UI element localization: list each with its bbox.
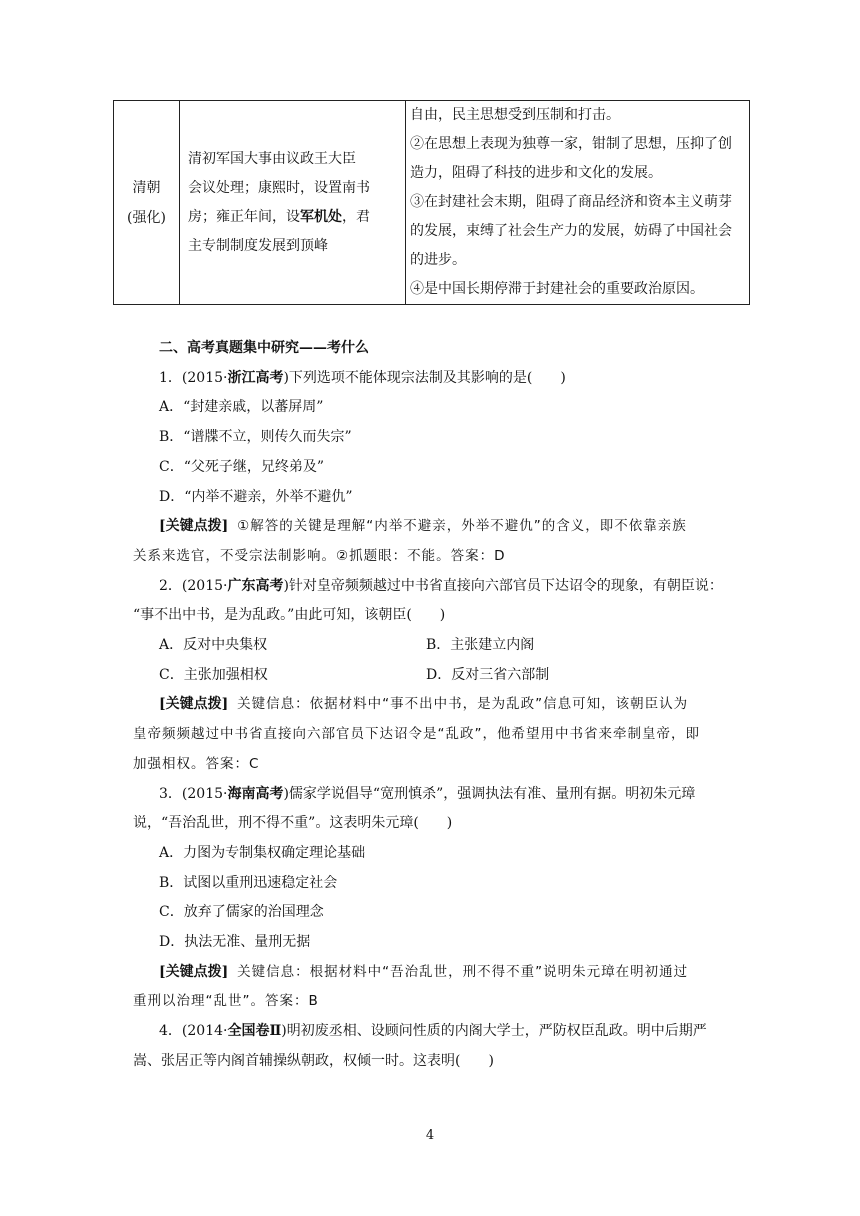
option: B．试图以重刑迅速稳定社会 — [159, 874, 338, 891]
option-row — [133, 661, 748, 691]
history-table — [113, 100, 750, 305]
exam-source: 海南高考 — [227, 785, 284, 802]
key-analysis — [133, 958, 748, 988]
effect-line: ②在思想上表现为独尊一家，钳制了思想，压抑了创 — [410, 136, 732, 152]
option: D．“内举不避亲，外举不避仇” — [159, 488, 353, 505]
measures-cell — [180, 101, 406, 305]
question-2-stem — [133, 572, 748, 602]
source-prefix: (2015· — [181, 785, 228, 802]
option: B．“谱牒不立，则传久而失宗” — [159, 429, 352, 446]
junjichu-term: 军机处 — [300, 208, 342, 225]
effect-line: ④是中国长期停滞于封建社会的重要政治原因。 — [410, 281, 704, 297]
question-text: )下列选项不能体现宗法制及其影响的是( ) — [283, 369, 566, 386]
effect-line: 的发展，束缚了社会生产力的发展，妨碍了中国社会 — [410, 223, 732, 239]
measures-line: 主专制制度发展到顶峰 — [188, 237, 328, 254]
question-text: )儒家学说倡导“宽刑慎杀”，强调执法有准、量刑有据。明初朱元璋 — [283, 785, 696, 802]
question-3-stem — [133, 780, 748, 810]
question-number: 4． — [159, 1023, 182, 1040]
analysis-line: 重刑以治理“乱世”。答案：B — [133, 993, 319, 1010]
question-number: 1． — [159, 369, 182, 386]
measures-text: 房；雍正年间，设 — [188, 208, 300, 225]
option: D．反对三省六部制 — [426, 666, 550, 683]
analysis-text: 关键信息：依据材料中“事不出中书，是为乱政”信息可知，该朝臣认为 — [237, 696, 689, 713]
source-prefix: (2015· — [181, 369, 228, 386]
option: D．执法无准、量刑无据 — [159, 934, 311, 951]
table-row — [114, 101, 750, 305]
analysis-text: 关键信息：根据材料中“吾治乱世，刑不得不重”说明朱元璋在明初通过 — [237, 963, 689, 980]
effect-line: 自由，民主思想受到压制和打击。 — [410, 107, 620, 123]
key-label: [关键点拨] — [159, 696, 229, 713]
question-4-stem — [133, 1017, 748, 1047]
question-number: 2． — [159, 577, 182, 594]
analysis-line: 加强相权。答案：C — [133, 755, 260, 772]
source-prefix: (2014· — [181, 1023, 228, 1040]
option: C．放弃了儒家的治国理念 — [159, 904, 324, 921]
key-label: [关键点拨] — [159, 518, 229, 535]
exam-source: 浙江高考 — [227, 369, 284, 386]
analysis-line: 皇帝频频越过中书省直接向六部官员下达诏令是“乱政”，他希望用中书省来牵制皇帝，即 — [133, 726, 700, 743]
analysis-text: ①解答的关键是理解“内举不避亲，外举不避仇”的含义，即不依靠亲族 — [237, 518, 687, 535]
option: B．主张建立内阁 — [426, 637, 535, 654]
exam-source: 广东高考 — [227, 577, 284, 594]
question-text-line: “事不出中书，是为乱政。”由此可知，该朝臣( ) — [133, 607, 446, 624]
option-row — [133, 631, 748, 661]
dynasty-note: (强化) — [127, 209, 166, 226]
measures-line — [188, 203, 397, 232]
option: C．主张加强相权 — [159, 666, 268, 683]
measures-line: 清初军国大事由议政王大臣 — [188, 150, 356, 167]
dynasty-cell — [114, 101, 180, 305]
option: A．“封建亲戚，以蕃屏周” — [159, 399, 324, 416]
question-text: )明初废丞相、设顾问性质的内阁大学士，严防权臣乱政。明中后期严 — [281, 1023, 707, 1040]
measures-line: 会议处理；康熙时，设置南书 — [188, 179, 370, 196]
analysis-line: 关系来选官，不受宗法制影响。②抓题眼：不能。答案：D — [133, 547, 506, 564]
key-analysis — [133, 690, 748, 720]
exam-source: 全国卷Ⅱ — [227, 1023, 282, 1040]
dynasty-name: 清朝 — [132, 179, 161, 196]
section-title: 二、高考真题集中研究——考什么 — [159, 340, 369, 356]
option: C．“父死子继，兄终弟及” — [159, 458, 325, 475]
question-text-line: 说，“吾治乱世，刑不得不重”。这表明朱元璋( ) — [133, 815, 453, 832]
question-1-stem — [133, 364, 748, 394]
question-text: )针对皇帝频频越过中书省直接向六部官员下达诏令的现象，有朝臣说： — [283, 577, 723, 594]
source-prefix: (2015· — [181, 577, 228, 594]
question-number: 3． — [159, 785, 182, 802]
key-analysis — [133, 512, 748, 542]
effect-line: 的进步。 — [410, 252, 466, 268]
question-text-line: 嵩、张居正等内阁首辅操纵朝政，权倾一时。这表明( ) — [133, 1052, 494, 1069]
question-section — [133, 334, 748, 1077]
effect-line: 造力，阻碍了科技的进步和文化的发展。 — [410, 165, 662, 181]
page-number: 4 — [425, 1128, 435, 1143]
option: A．力图为专制集权确定理论基础 — [159, 844, 366, 861]
measures-text: ，君 — [342, 208, 370, 225]
option: A．反对中央集权 — [159, 637, 268, 654]
effects-cell — [406, 101, 750, 305]
effect-line: ③在封建社会末期，阻碍了商品经济和资本主义萌芽 — [410, 194, 732, 210]
key-label: [关键点拨] — [159, 963, 229, 980]
